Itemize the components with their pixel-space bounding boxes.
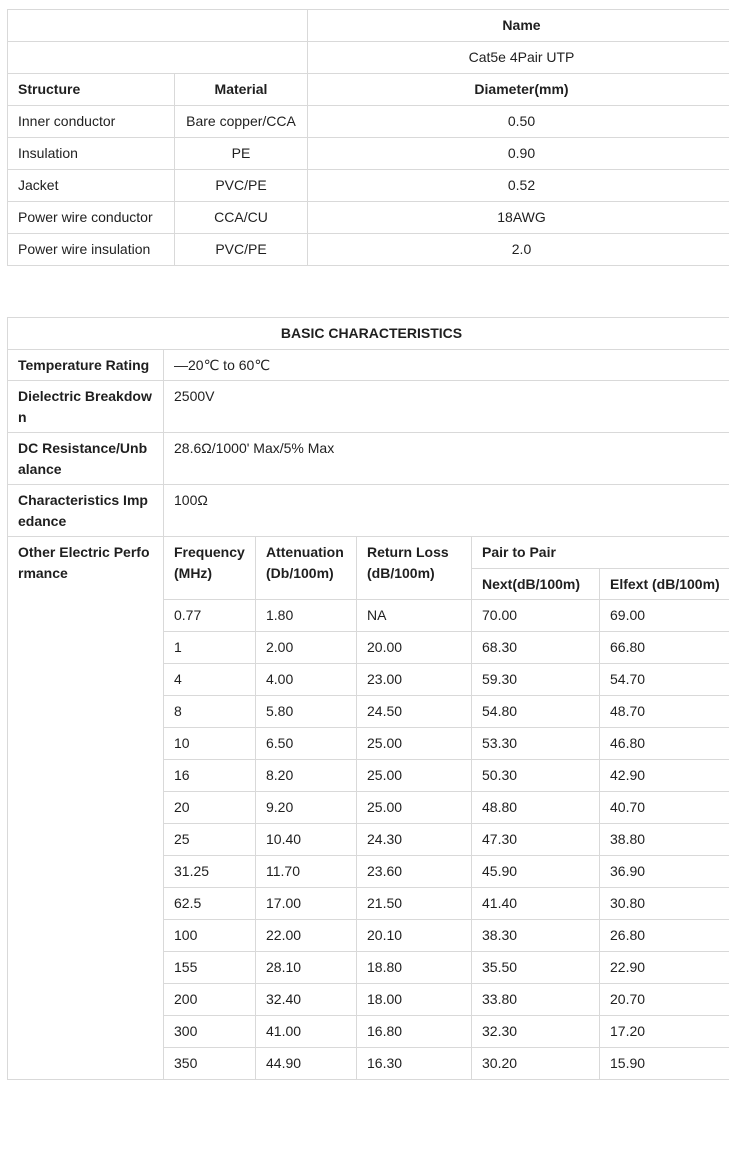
diameter-cell: 0.50 — [308, 106, 729, 138]
material-cell: PE — [175, 138, 308, 170]
return-loss-cell: 16.30 — [357, 1048, 472, 1080]
frequency-cell: 155 — [164, 952, 256, 984]
frequency-cell: 4 — [164, 664, 256, 696]
elfext-cell: 69.00 — [600, 600, 729, 632]
frequency-cell: 10 — [164, 728, 256, 760]
attenuation-cell: 28.10 — [256, 952, 357, 984]
table-row — [8, 138, 729, 170]
characteristic-row — [8, 485, 729, 537]
return-loss-cell: 24.30 — [357, 824, 472, 856]
electric-performance-label: Other Electric Performance — [8, 537, 164, 1080]
characteristic-value: 100Ω — [164, 485, 729, 537]
attenuation-cell: 9.20 — [256, 792, 357, 824]
table-row — [8, 234, 729, 266]
next-cell: 35.50 — [472, 952, 600, 984]
characteristic-label: Characteristics Impedance — [8, 485, 164, 537]
structure-cell: Jacket — [8, 170, 175, 202]
attenuation-cell: 8.20 — [256, 760, 357, 792]
attenuation-cell: 11.70 — [256, 856, 357, 888]
elfext-cell: 66.80 — [600, 632, 729, 664]
return-loss-cell: 23.60 — [357, 856, 472, 888]
attenuation-header: Attenuation(Db/100m) — [256, 537, 357, 600]
frequency-cell: 8 — [164, 696, 256, 728]
material-cell: Bare copper/CCA — [175, 106, 308, 138]
frequency-header: Frequency (MHz) — [164, 537, 256, 600]
characteristic-label: Dielectric Breakdown — [8, 381, 164, 433]
empty-cell — [8, 10, 308, 42]
name-header: Name — [308, 10, 729, 42]
material-cell: PVC/PE — [175, 234, 308, 266]
table-row — [8, 202, 729, 234]
next-cell: 50.30 — [472, 760, 600, 792]
material-header: Material — [175, 74, 308, 106]
next-header: Next(dB/100m) — [472, 569, 600, 600]
diameter-header: Diameter(mm) — [308, 74, 729, 106]
structure-header-row — [8, 74, 729, 106]
structure-table — [7, 9, 729, 266]
attenuation-cell: 1.80 — [256, 600, 357, 632]
structure-cell: Insulation — [8, 138, 175, 170]
elfext-cell: 38.80 — [600, 824, 729, 856]
return-loss-cell: 25.00 — [357, 792, 472, 824]
attenuation-cell: 17.00 — [256, 888, 357, 920]
next-cell: 41.40 — [472, 888, 600, 920]
return-loss-cell: 23.00 — [357, 664, 472, 696]
elfext-cell: 22.90 — [600, 952, 729, 984]
pair-to-pair-header: Pair to Pair — [472, 537, 729, 569]
table-row — [8, 170, 729, 202]
frequency-cell: 0.77 — [164, 600, 256, 632]
characteristic-row — [8, 433, 729, 485]
elfext-cell: 46.80 — [600, 728, 729, 760]
frequency-cell: 62.5 — [164, 888, 256, 920]
name-value-row — [8, 42, 729, 74]
elfext-cell: 42.90 — [600, 760, 729, 792]
return-loss-cell: 24.50 — [357, 696, 472, 728]
return-loss-cell: 21.50 — [357, 888, 472, 920]
return-loss-cell: 16.80 — [357, 1016, 472, 1048]
characteristics-title-row — [8, 318, 729, 350]
table-row — [8, 106, 729, 138]
diameter-cell: 0.90 — [308, 138, 729, 170]
frequency-cell: 20 — [164, 792, 256, 824]
return-loss-cell: 25.00 — [357, 760, 472, 792]
elfext-cell: 36.90 — [600, 856, 729, 888]
structure-cell: Power wire insulation — [8, 234, 175, 266]
frequency-cell: 16 — [164, 760, 256, 792]
elfext-cell: 15.90 — [600, 1048, 729, 1080]
frequency-cell: 1 — [164, 632, 256, 664]
attenuation-cell: 5.80 — [256, 696, 357, 728]
return-loss-header: Return Loss (dB/100m) — [357, 537, 472, 600]
material-cell: PVC/PE — [175, 170, 308, 202]
characteristic-label: Temperature Rating — [8, 350, 164, 381]
next-cell: 53.30 — [472, 728, 600, 760]
attenuation-cell: 2.00 — [256, 632, 357, 664]
elfext-cell: 54.70 — [600, 664, 729, 696]
next-cell: 54.80 — [472, 696, 600, 728]
attenuation-cell: 4.00 — [256, 664, 357, 696]
next-cell: 33.80 — [472, 984, 600, 1016]
return-loss-cell: 18.00 — [357, 984, 472, 1016]
diameter-cell: 18AWG — [308, 202, 729, 234]
characteristic-value: 28.6Ω/1000' Max/5% Max — [164, 433, 729, 485]
elfext-cell: 40.70 — [600, 792, 729, 824]
frequency-cell: 300 — [164, 1016, 256, 1048]
structure-header: Structure — [8, 74, 175, 106]
next-cell: 38.30 — [472, 920, 600, 952]
elfext-header: Elfext (dB/100m) — [600, 569, 729, 600]
attenuation-cell: 10.40 — [256, 824, 357, 856]
characteristic-label: DC Resistance/Unbalance — [8, 433, 164, 485]
attenuation-cell: 6.50 — [256, 728, 357, 760]
next-cell: 68.30 — [472, 632, 600, 664]
attenuation-cell: 32.40 — [256, 984, 357, 1016]
characteristic-row — [8, 381, 729, 433]
characteristic-value: —20℃ to 60℃ — [164, 350, 729, 381]
material-cell: CCA/CU — [175, 202, 308, 234]
next-cell: 59.30 — [472, 664, 600, 696]
next-cell: 32.30 — [472, 1016, 600, 1048]
attenuation-cell: 22.00 — [256, 920, 357, 952]
next-cell: 70.00 — [472, 600, 600, 632]
structure-cell: Power wire conductor — [8, 202, 175, 234]
frequency-cell: 200 — [164, 984, 256, 1016]
return-loss-cell: 25.00 — [357, 728, 472, 760]
next-cell: 30.20 — [472, 1048, 600, 1080]
diameter-cell: 2.0 — [308, 234, 729, 266]
empty-cell — [8, 42, 308, 74]
return-loss-cell: 18.80 — [357, 952, 472, 984]
next-cell: 48.80 — [472, 792, 600, 824]
frequency-cell: 31.25 — [164, 856, 256, 888]
name-header-row — [8, 10, 729, 42]
elfext-cell: 26.80 — [600, 920, 729, 952]
elfext-cell: 17.20 — [600, 1016, 729, 1048]
frequency-cell: 350 — [164, 1048, 256, 1080]
frequency-cell: 25 — [164, 824, 256, 856]
diameter-cell: 0.52 — [308, 170, 729, 202]
return-loss-cell: 20.10 — [357, 920, 472, 952]
return-loss-cell: 20.00 — [357, 632, 472, 664]
electric-header-row — [8, 537, 729, 569]
elfext-cell: 30.80 — [600, 888, 729, 920]
frequency-cell: 100 — [164, 920, 256, 952]
structure-cell: Inner conductor — [8, 106, 175, 138]
characteristic-row — [8, 350, 729, 381]
attenuation-cell: 44.90 — [256, 1048, 357, 1080]
next-cell: 47.30 — [472, 824, 600, 856]
return-loss-cell: NA — [357, 600, 472, 632]
elfext-cell: 20.70 — [600, 984, 729, 1016]
characteristics-table — [7, 317, 729, 1080]
characteristics-title: BASIC CHARACTERISTICS — [8, 318, 729, 350]
characteristic-value: 2500V — [164, 381, 729, 433]
elfext-cell: 48.70 — [600, 696, 729, 728]
cable-name: Cat5e 4Pair UTP — [308, 42, 729, 74]
attenuation-cell: 41.00 — [256, 1016, 357, 1048]
next-cell: 45.90 — [472, 856, 600, 888]
